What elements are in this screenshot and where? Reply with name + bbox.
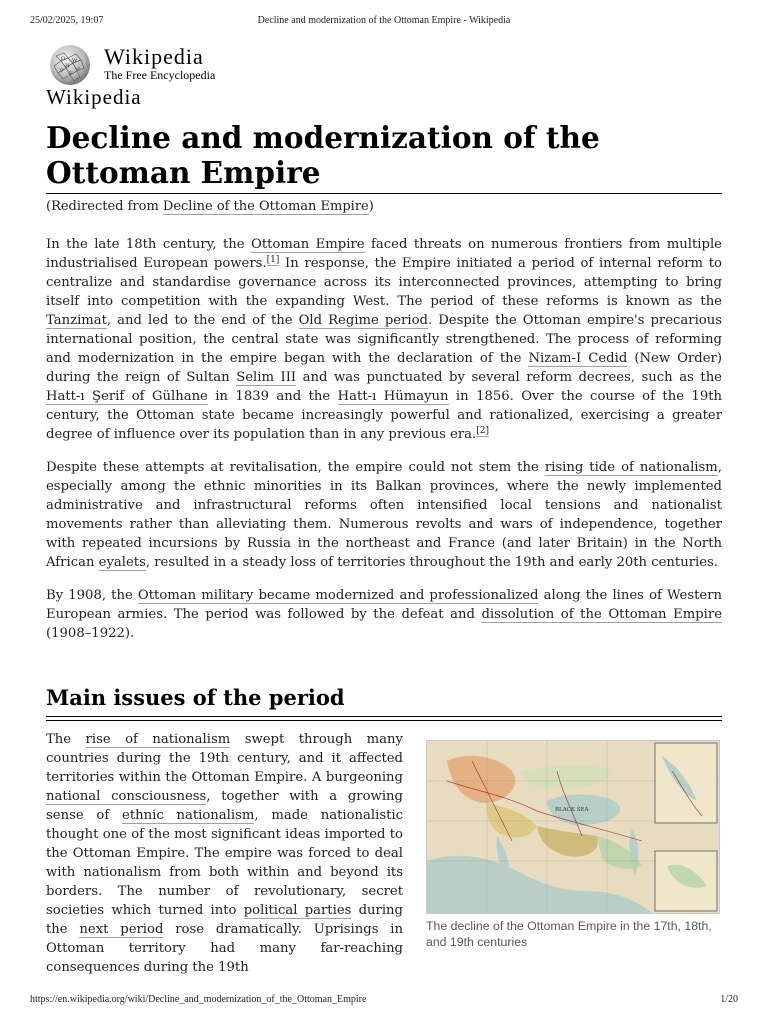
- citation-ref[interactable]: [1]: [266, 254, 280, 265]
- wikipedia-logo[interactable]: [46, 44, 346, 86]
- svg-text:И: И: [65, 63, 70, 69]
- print-page-number: 1/20: [720, 994, 738, 1005]
- citation-ref[interactable]: [2]: [476, 425, 489, 436]
- text-run: By 1908, the: [46, 588, 138, 603]
- article-link[interactable]: eyalets: [98, 555, 146, 570]
- text-run: , resulted in a steady loss of territories throughout the 19th and early 20th centuries.: [145, 555, 718, 570]
- article-link[interactable]: Ottoman military became modernized and professionalized: [137, 588, 539, 603]
- text-run: in 1856. Over the course of the 19th century, the Ottoman state became increasingly powerful and rationalized, exercising a greater degree of influence over its population than in any previous era.: [46, 389, 723, 442]
- map-figure: [426, 740, 720, 950]
- text-run: and was punctuated by several reform decrees, such as the: [296, 370, 722, 385]
- text-run: along the lines of Western European armies. The period was followed by the defeat and: [46, 588, 722, 622]
- page-title: Decline and modernization of the Ottoman Empire: [46, 120, 722, 194]
- intro-paragraph: [46, 458, 722, 572]
- wikipedia-wordmark: Wikipedia: [104, 44, 204, 69]
- text-run: Despite these attempts at revitalisation, the empire could not stem the: [46, 460, 545, 475]
- figure-caption: The decline of the Ottoman Empire in the 17th, 18th, and 19th centuries: [426, 919, 712, 949]
- text-run: (New Order) during the reign of Sultan: [46, 351, 722, 385]
- ottoman-map-graphic: [427, 741, 719, 913]
- article-link[interactable]: next period: [79, 922, 164, 937]
- intro-paragraph: [46, 586, 722, 643]
- print-page-title: Decline and modernization of the Ottoman Empire - Wikipedia: [257, 15, 511, 26]
- article-link[interactable]: rising tide of nationalism: [544, 460, 718, 475]
- text-run: In the late 18th century, the: [46, 237, 252, 252]
- redirect-notice: [46, 199, 374, 215]
- print-datetime: 25/02/2025, 19:07: [30, 15, 104, 26]
- section-body: [46, 730, 403, 977]
- intro-paragraph: [46, 235, 722, 444]
- svg-text:W: W: [72, 58, 78, 64]
- svg-text:ウ: ウ: [59, 68, 65, 74]
- article-link[interactable]: national consciousness: [46, 789, 207, 804]
- print-header: [30, 15, 738, 29]
- print-url: https://en.wikipedia.org/wiki/Decline_and_modernization_of_the_Ottoman_Empire: [30, 994, 367, 1005]
- section-paragraph: [46, 730, 403, 977]
- article-link[interactable]: political parties: [243, 903, 352, 918]
- article-link[interactable]: dissolution of the Ottoman Empire: [481, 607, 722, 622]
- article-link[interactable]: Tanzimat: [46, 313, 107, 328]
- text-run: The: [46, 732, 86, 747]
- map-image[interactable]: [426, 740, 720, 914]
- article-link[interactable]: Ottoman Empire: [251, 237, 365, 252]
- article-link[interactable]: rise of nationalism: [85, 732, 231, 747]
- redirect-suffix: ): [368, 199, 374, 214]
- article-link[interactable]: Nizam-I Cedid: [528, 351, 628, 366]
- text-run: during the: [46, 903, 403, 937]
- section-rule: [46, 720, 722, 721]
- text-run: . Despite the Ottoman empire's precarious international position, the central state was significantly strengthened. The process of reforming and modernization in the empire began with the declaration of the: [46, 313, 722, 366]
- text-run: (1908–1922).: [46, 626, 135, 641]
- text-run: swept through many countries during the 19th century, and it affected territories within the Ottoman Empire. A burgeoning: [46, 732, 403, 785]
- text-run: rose dramatically. Uprisings in Ottoman territory had many far-reaching consequences during the 19th: [46, 922, 403, 975]
- article-link[interactable]: Hatt-ı Hümayun: [337, 389, 449, 404]
- text-run: , especially among the ethnic minorities in its Balkan provinces, where the newly implemented administrative and infrastructural reforms often intensified local tensions and nationalist movements rather than alleviating them. Numerous revolts and wars of independence, together with repeated incursions by Russia in the northeast and France (and later Britain) in the North African: [46, 460, 722, 570]
- redirect-link[interactable]: Decline of the Ottoman Empire: [162, 199, 369, 214]
- svg-text:ש: ש: [69, 70, 73, 76]
- section-heading: Main issues of the period: [46, 684, 722, 717]
- article-link[interactable]: Selim III: [236, 370, 297, 385]
- text-run: in 1839 and the: [207, 389, 338, 404]
- article-link[interactable]: Old Regime period: [298, 313, 428, 328]
- text-run: faced threats on numerous frontiers from multiple industrialised European powers.: [46, 237, 722, 271]
- wikipedia-wordmark-repeat: Wikipedia: [46, 85, 142, 109]
- article-intro: [46, 235, 722, 657]
- wikipedia-globe-icon: [46, 44, 94, 86]
- text-run: , and led to the end of the: [106, 313, 299, 328]
- redirect-prefix: (Redirected from: [46, 199, 163, 214]
- svg-text:ی: ی: [76, 65, 80, 71]
- text-run: , made nationalistic thought one of the most significant ideas imported to the Ottoman Empire. The empire was forced to deal with nationalism from both within and beyond its borders. The number of revolutionary, secret societies which turned into: [46, 808, 404, 918]
- article-link[interactable]: ethnic nationalism: [122, 808, 255, 823]
- svg-text:Ω: Ω: [61, 56, 66, 62]
- article-link[interactable]: Hatt-ı Şerif of Gülhane: [46, 389, 208, 404]
- map-sea-label: BLACK SEA: [555, 807, 589, 813]
- text-run: , together with a growing sense of: [46, 789, 403, 823]
- wikipedia-tagline: The Free Encyclopedia: [104, 68, 216, 82]
- print-footer: [30, 994, 738, 1008]
- text-run: In response, the Empire initiated a period of internal reform to centralize and standardise governance across its interconnected provinces, attempting to bring itself into competition with the expanding West. The period of these reforms is known as the: [46, 256, 722, 309]
